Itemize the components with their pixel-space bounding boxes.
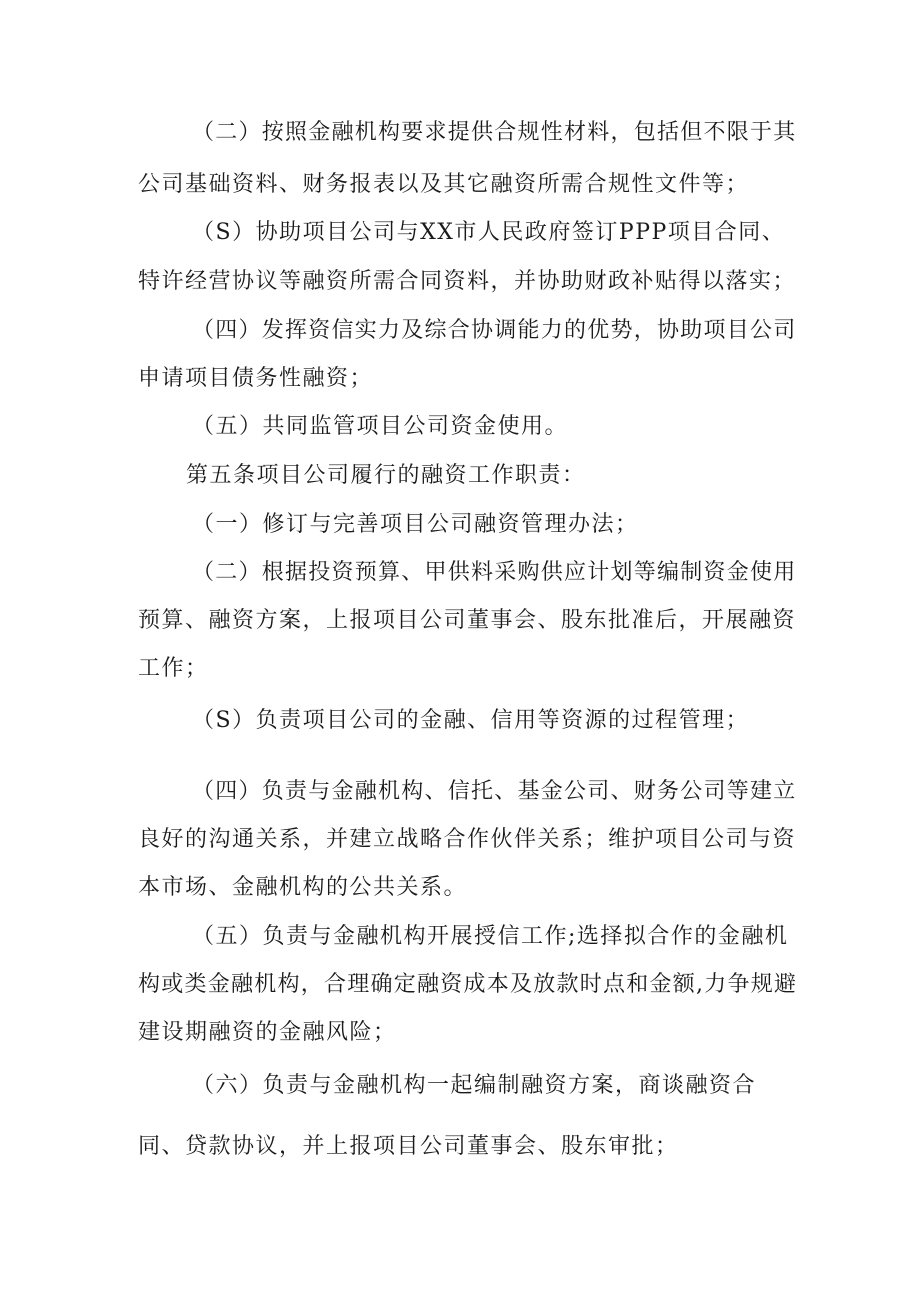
text-line: 申请项目债务性融资； xyxy=(138,366,374,391)
text-line: （二）根据投资预算、甲供料采购供应计划等编制资金使用 xyxy=(192,560,797,585)
text-line: （S）协助项目公司与XX市人民政府签订PPP项目合同、 xyxy=(192,220,786,245)
text-line: （一）修订与完善项目公司融资管理办法； xyxy=(192,512,639,537)
text-line: （二）按照金融机构要求提供合规性材料，包括但不限于其 xyxy=(192,120,797,145)
text-line: 建设期融资的金融风险； xyxy=(138,1020,397,1045)
text-line: 良好的沟通关系，并建立战略合作伙伴关系；维护项目公司与资 xyxy=(138,827,797,852)
text-line: （五）共同监管项目公司资金使用。 xyxy=(192,414,569,439)
text-line: 工作； xyxy=(138,656,209,681)
text-line: 预算、融资方案，上报项目公司董事会、股东批准后，开展融资 xyxy=(138,608,797,633)
text-line: 构或类金融机构，合理确定融资成本及放款时点和金额,力争规避 xyxy=(138,972,798,997)
section-heading: 第五条项目公司履行的融资工作职责： xyxy=(186,463,586,488)
text-line: （五）负责与金融机构开展授信工作;选择拟合作的金融机 xyxy=(192,924,789,949)
text-line: （S）负责项目公司的金融、信用等资源的过程管理； xyxy=(192,708,750,733)
text-line: 本市场、金融机构的公共关系。 xyxy=(138,875,468,900)
text-line: 公司基础资料、财务报表以及其它融资所需合规性文件等； xyxy=(138,172,750,197)
text-line: 特许经营协议等融资所需合同资料，并协助财政补贴得以落实； xyxy=(138,269,797,294)
text-line: （六）负责与金融机构一起编制融资方案，商谈融资合 xyxy=(192,1073,757,1098)
text-line: 同、贷款协议，并上报项目公司董事会、股东审批； xyxy=(138,1134,679,1159)
text-line: （四）负责与金融机构、信托、基金公司、财务公司等建立 xyxy=(192,779,797,804)
text-line: （四）发挥资信实力及综合协调能力的优势，协助项目公司 xyxy=(192,318,797,343)
